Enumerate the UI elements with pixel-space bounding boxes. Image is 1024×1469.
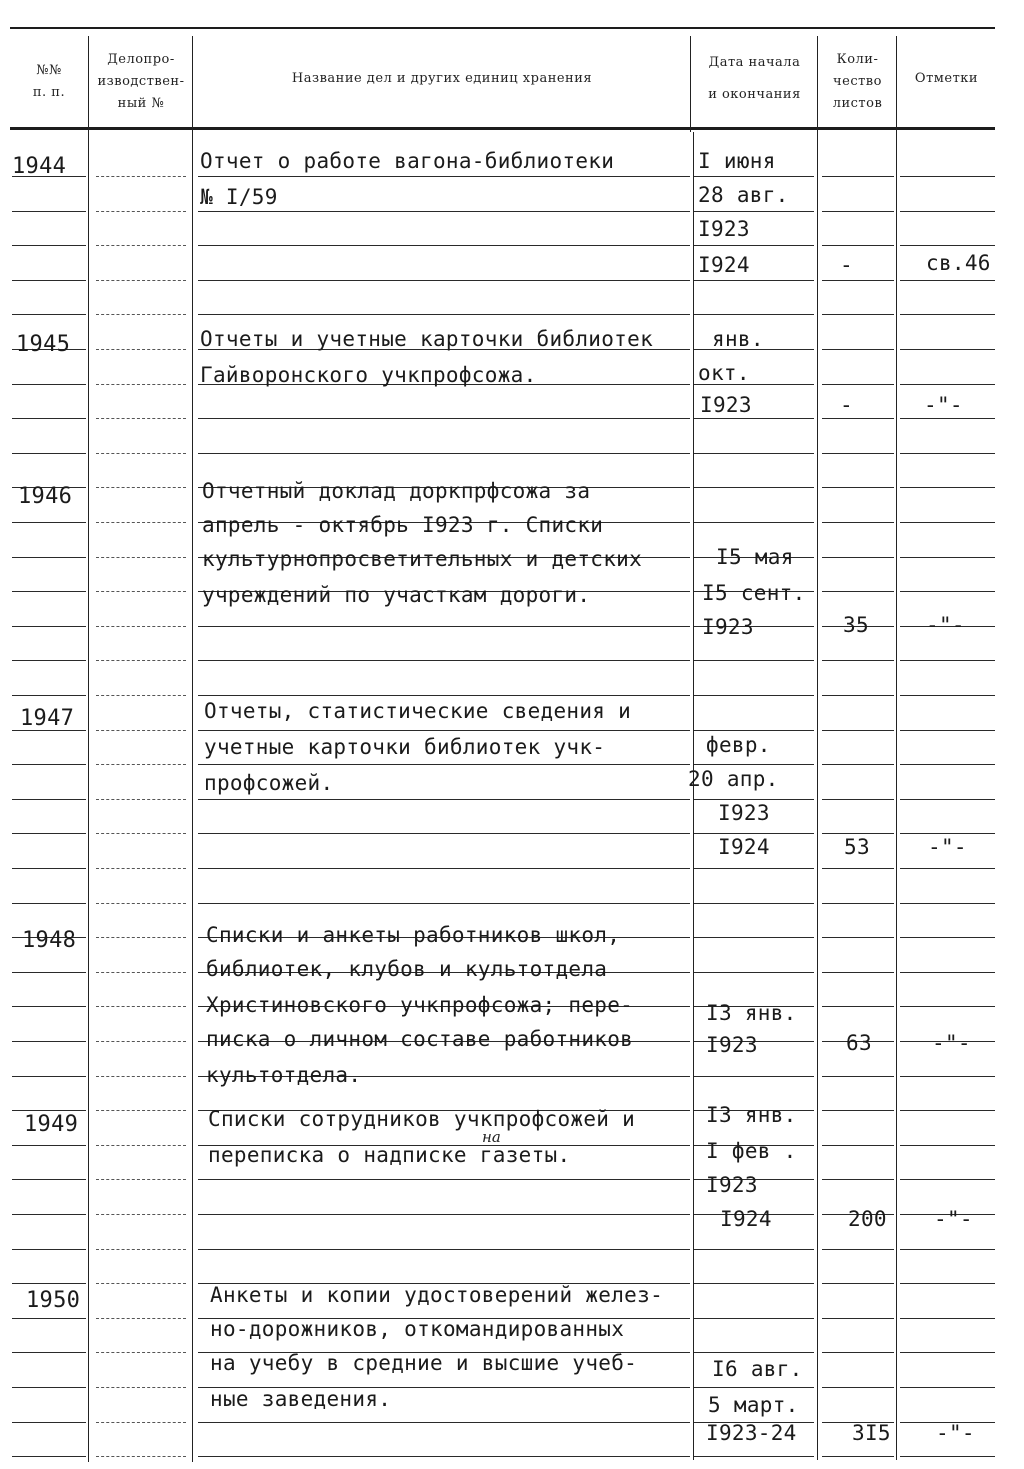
ruled-line	[822, 1352, 894, 1353]
ruled-line	[12, 522, 86, 523]
ruled-line	[96, 557, 186, 558]
ruled-line	[900, 1352, 995, 1353]
ruled-line	[900, 937, 995, 938]
entry-notes: -"-	[932, 1031, 971, 1055]
ruled-line	[822, 730, 894, 731]
ruled-line	[694, 1318, 814, 1319]
entry-date-line: 28 авг.	[698, 183, 789, 207]
entry-date-line: I5 сент.	[702, 581, 806, 605]
header-divider	[690, 36, 691, 132]
ruled-line	[12, 1387, 86, 1388]
ruled-line	[12, 1006, 86, 1007]
entry-date-line: 20 апр.	[688, 767, 779, 791]
entry-sheets: -	[840, 253, 853, 277]
entry-notes: -"-	[924, 393, 963, 417]
entry-date-line: I фев .	[706, 1139, 797, 1163]
ruled-line	[12, 1283, 86, 1284]
ruled-line	[96, 1179, 186, 1180]
ruled-line	[822, 695, 894, 696]
ruled-line	[694, 211, 814, 212]
ruled-line	[96, 1283, 186, 1284]
ruled-line	[694, 1283, 814, 1284]
ruled-line	[694, 764, 814, 765]
ruled-line	[694, 972, 814, 973]
column-divider	[693, 132, 694, 1460]
header-number: №№ п. п.	[32, 63, 66, 100]
entry-sheets: 200	[848, 1207, 887, 1231]
ruled-line	[900, 418, 995, 419]
entry-notes: -"-	[926, 613, 965, 637]
ruled-line	[900, 487, 995, 488]
entry-title-line: библиотек, клубов и культотдела	[206, 957, 608, 981]
header-sheets: Коли- чество листов	[832, 52, 883, 111]
entry-title-line: Анкеты и копии удостоверений желез-	[210, 1283, 664, 1307]
header-divider	[896, 36, 897, 132]
ruled-line	[822, 557, 894, 558]
ruled-line	[694, 868, 814, 869]
ruled-line	[96, 1249, 186, 1250]
ruled-line	[900, 1006, 995, 1007]
ruled-line	[900, 211, 995, 212]
ruled-line	[822, 972, 894, 973]
ruled-line	[96, 1006, 186, 1007]
ruled-line	[900, 1249, 995, 1250]
ruled-line	[96, 1214, 186, 1215]
ruled-line	[900, 591, 995, 592]
ruled-line	[12, 1456, 86, 1457]
entry-date-line: I923	[700, 393, 752, 417]
entry-number: 1946	[18, 484, 73, 509]
entry-title-line: на учебу в средние и высшие учеб-	[210, 1351, 638, 1375]
ruled-line	[12, 799, 86, 800]
header-office-number: Делопро- изводствен- ный №	[97, 52, 185, 111]
ruled-line	[822, 1387, 894, 1388]
ruled-line	[822, 176, 894, 177]
entry-title-line: ные заведения.	[210, 1387, 392, 1411]
header-top-rule	[10, 27, 995, 29]
ruled-line	[12, 1422, 86, 1423]
ruled-line	[96, 1352, 186, 1353]
column-divider	[896, 132, 897, 1460]
ruled-line	[900, 522, 995, 523]
ruled-line	[198, 1179, 690, 1180]
entry-number: 1949	[24, 1112, 79, 1137]
ruled-line	[96, 453, 186, 454]
entry-date-line: I3 янв.	[706, 1103, 797, 1127]
entry-title-line: Отчет о работе вагона-библиотеки	[200, 149, 615, 173]
ruled-line	[900, 1076, 995, 1077]
entry-title-line: Христиновского учкпрофсожа; пере-	[206, 993, 634, 1017]
ruled-line	[900, 349, 995, 350]
ruled-line	[96, 176, 186, 177]
ruled-line	[12, 764, 86, 765]
ruled-line	[12, 1179, 86, 1180]
ruled-line	[900, 730, 995, 731]
ruled-line	[198, 799, 690, 800]
ruled-line	[198, 1214, 690, 1215]
ruled-line	[96, 695, 186, 696]
ruled-line	[96, 245, 186, 246]
ruled-line	[96, 1110, 186, 1111]
entry-title-line: писка о личном составе работников	[206, 1027, 634, 1051]
header-divider	[192, 36, 193, 132]
ruled-line	[12, 833, 86, 834]
ruled-line	[694, 453, 814, 454]
ruled-line	[900, 764, 995, 765]
ruled-line	[822, 903, 894, 904]
ruled-line	[900, 695, 995, 696]
ruled-line	[12, 314, 86, 315]
ruled-line	[198, 211, 690, 212]
entry-date-line: I924	[718, 835, 770, 859]
header-notes: Отметки	[914, 71, 979, 86]
ruled-line	[822, 1006, 894, 1007]
ruled-line	[822, 211, 894, 212]
ruled-line	[822, 314, 894, 315]
ruled-line	[900, 1283, 995, 1284]
ruled-line	[900, 1145, 995, 1146]
ruled-line	[96, 833, 186, 834]
ruled-line	[96, 799, 186, 800]
ruled-line	[900, 868, 995, 869]
ruled-line	[96, 591, 186, 592]
handwritten-insert: на	[482, 1128, 501, 1146]
ruled-line	[12, 903, 86, 904]
ruled-line	[198, 1422, 690, 1423]
entry-notes: св.46	[926, 251, 991, 275]
ruled-line	[96, 1318, 186, 1319]
ruled-line	[198, 453, 690, 454]
ruled-line	[96, 314, 186, 315]
ruled-line	[694, 487, 814, 488]
entry-number: 1947	[20, 706, 75, 731]
ruled-line	[822, 937, 894, 938]
entry-date-line: I6 авг.	[712, 1357, 803, 1381]
entry-number: 1948	[22, 928, 77, 953]
ruled-line	[12, 972, 86, 973]
ruled-line	[822, 1179, 894, 1180]
entry-title-line: учреждений по участкам дороги.	[202, 583, 591, 607]
ruled-line	[96, 280, 186, 281]
ruled-line	[96, 1456, 186, 1457]
ruled-line	[900, 1387, 995, 1388]
ruled-line	[822, 764, 894, 765]
ruled-line	[900, 660, 995, 661]
entry-notes: -"-	[936, 1421, 975, 1445]
entry-title-line: Отчеты, статистические сведения и	[204, 699, 632, 723]
entry-date-line: I924	[720, 1207, 772, 1231]
ruled-line	[822, 660, 894, 661]
ruled-line	[822, 591, 894, 592]
entry-date-line: I923	[698, 217, 750, 241]
ruled-line	[822, 1145, 894, 1146]
ruled-line	[694, 1456, 814, 1457]
ruled-line	[900, 384, 995, 385]
ruled-line	[900, 1110, 995, 1111]
ruled-line	[96, 1387, 186, 1388]
ruled-line	[12, 1145, 86, 1146]
ruled-line	[12, 245, 86, 246]
entry-date-line: I июня	[698, 149, 776, 173]
column-divider	[88, 132, 89, 1462]
entry-title-line: Списки и анкеты работников школ,	[206, 923, 621, 947]
ruled-line	[96, 522, 186, 523]
ruled-line	[822, 245, 894, 246]
ruled-line	[12, 626, 86, 627]
ruled-line	[198, 1249, 690, 1250]
ruled-line	[96, 660, 186, 661]
ruled-line	[822, 868, 894, 869]
ruled-line	[12, 1318, 86, 1319]
ruled-line	[822, 280, 894, 281]
ruled-line	[96, 903, 186, 904]
ruled-line	[694, 1076, 814, 1077]
ruled-line	[822, 487, 894, 488]
ruled-line	[694, 1387, 814, 1388]
header-title: Название дел и других единиц хранения	[291, 71, 593, 86]
entry-title-line: апрель - октябрь I923 г. Списки	[202, 513, 604, 537]
ruled-line	[694, 418, 814, 419]
ruled-line	[12, 211, 86, 212]
ruled-line	[900, 1179, 995, 1180]
ruled-line	[198, 695, 690, 696]
entry-title-line: профсожей.	[204, 771, 334, 795]
entry-date-line: янв.	[712, 327, 764, 351]
entry-title-line: но-дорожников, откомандированных	[210, 1317, 625, 1341]
entry-sheets: 3I5	[852, 1421, 891, 1445]
entry-sheets: 53	[844, 835, 870, 859]
ruled-line	[900, 314, 995, 315]
ruled-line	[96, 937, 186, 938]
ruled-line	[900, 903, 995, 904]
ruled-line	[12, 660, 86, 661]
ruled-line	[96, 211, 186, 212]
entry-title-line: культотдела.	[206, 1063, 362, 1087]
ruled-line	[900, 245, 995, 246]
ruled-line	[12, 1249, 86, 1250]
entry-date-line: окт.	[698, 361, 750, 385]
ruled-line	[822, 1283, 894, 1284]
entry-date-line: I923	[706, 1173, 758, 1197]
ruled-line	[822, 1110, 894, 1111]
ruled-line	[694, 314, 814, 315]
ruled-line	[96, 868, 186, 869]
ruled-line	[822, 1456, 894, 1457]
ruled-line	[96, 972, 186, 973]
ruled-line	[96, 764, 186, 765]
ruled-line	[198, 833, 690, 834]
entry-date-line: I923	[702, 615, 754, 639]
ruled-line	[900, 557, 995, 558]
ruled-line	[694, 280, 814, 281]
ruled-line	[900, 799, 995, 800]
ruled-line	[822, 1318, 894, 1319]
entry-title-line: культурнопросветительных и детских	[202, 547, 643, 571]
ruled-line	[198, 626, 690, 627]
ruled-line	[198, 764, 690, 765]
ruled-line	[822, 349, 894, 350]
ruled-line	[694, 1249, 814, 1250]
ruled-line	[12, 591, 86, 592]
ruled-line	[96, 730, 186, 731]
ruled-line	[822, 384, 894, 385]
ruled-line	[822, 418, 894, 419]
ruled-line	[694, 1352, 814, 1353]
ruled-line	[694, 730, 814, 731]
entry-title-line: Гайворонского учкпрофсожа.	[200, 363, 537, 387]
ruled-line	[900, 1318, 995, 1319]
header-dates: Дата начала и окончания	[708, 55, 801, 102]
ruled-line	[198, 245, 690, 246]
entry-date-line: I5 мая	[716, 545, 794, 569]
ruled-line	[198, 176, 690, 177]
entry-title-line: переписка о надписке газеты.	[208, 1143, 571, 1167]
ruled-line	[694, 522, 814, 523]
entry-title-line: Списки сотрудников учкпрофсожей и	[208, 1107, 636, 1131]
ruled-line	[96, 1041, 186, 1042]
ruled-line	[198, 660, 690, 661]
ruled-line	[694, 176, 814, 177]
column-divider	[192, 132, 193, 1462]
ruled-line	[96, 1076, 186, 1077]
header-divider	[817, 36, 818, 132]
ruled-line	[12, 1352, 86, 1353]
ruled-line	[12, 384, 86, 385]
entry-sheets: -	[840, 393, 853, 417]
ruled-line	[96, 384, 186, 385]
ruled-line	[694, 695, 814, 696]
ruled-line	[198, 868, 690, 869]
ruled-line	[12, 280, 86, 281]
ruled-line	[12, 1214, 86, 1215]
ruled-line	[694, 937, 814, 938]
ruled-line	[822, 1249, 894, 1250]
ruled-line	[96, 1145, 186, 1146]
ruled-line	[822, 453, 894, 454]
ruled-line	[96, 1422, 186, 1423]
ruled-line	[900, 1456, 995, 1457]
entry-number: 1945	[16, 332, 71, 357]
entry-date-line: I923	[718, 801, 770, 825]
entry-date-line: I923	[706, 1033, 758, 1057]
entry-title-line: № I/59	[200, 185, 278, 209]
ruled-line	[12, 453, 86, 454]
ruled-line	[198, 418, 690, 419]
ruled-line	[12, 868, 86, 869]
entry-date-line: I924	[698, 253, 750, 277]
ruled-line	[198, 730, 690, 731]
ruled-line	[12, 1110, 86, 1111]
ruled-line	[198, 280, 690, 281]
entry-title-line: учетные карточки библиотек учк-	[204, 735, 606, 759]
ruled-line	[900, 176, 995, 177]
ruled-line	[96, 349, 186, 350]
ruled-line	[900, 280, 995, 281]
ruled-line	[900, 453, 995, 454]
ruled-line	[694, 660, 814, 661]
entry-number: 1950	[26, 1288, 81, 1313]
ruled-line	[96, 418, 186, 419]
column-divider	[817, 132, 818, 1460]
ruled-line	[198, 903, 690, 904]
ruled-line	[12, 418, 86, 419]
ruled-line	[198, 1456, 690, 1457]
ruled-line	[900, 972, 995, 973]
entry-sheets: 63	[846, 1031, 872, 1055]
entry-date-line: февр.	[706, 733, 771, 757]
ruled-line	[198, 314, 690, 315]
ruled-line	[12, 1076, 86, 1077]
entry-title-line: Отчетный доклад доркпрфсожа за	[202, 479, 591, 503]
ruled-line	[822, 1076, 894, 1077]
entry-date-line: I923-24	[706, 1421, 797, 1445]
entry-sheets: 35	[843, 613, 869, 637]
entry-date-line: 5 март.	[708, 1393, 799, 1417]
ruled-line	[12, 1041, 86, 1042]
ruled-line	[96, 626, 186, 627]
ruled-line	[12, 557, 86, 558]
entry-number: 1944	[12, 154, 67, 179]
entry-notes: -"-	[928, 835, 967, 859]
ruled-line	[694, 245, 814, 246]
ruled-line	[96, 487, 186, 488]
ruled-line	[12, 695, 86, 696]
ruled-line	[694, 903, 814, 904]
ruled-line	[822, 799, 894, 800]
entry-title-line: Отчеты и учетные карточки библиотек	[200, 327, 654, 351]
entry-date-line: I3 янв.	[706, 1001, 797, 1025]
ruled-line	[822, 522, 894, 523]
entry-notes: -"-	[934, 1207, 973, 1231]
header-divider	[88, 36, 89, 132]
